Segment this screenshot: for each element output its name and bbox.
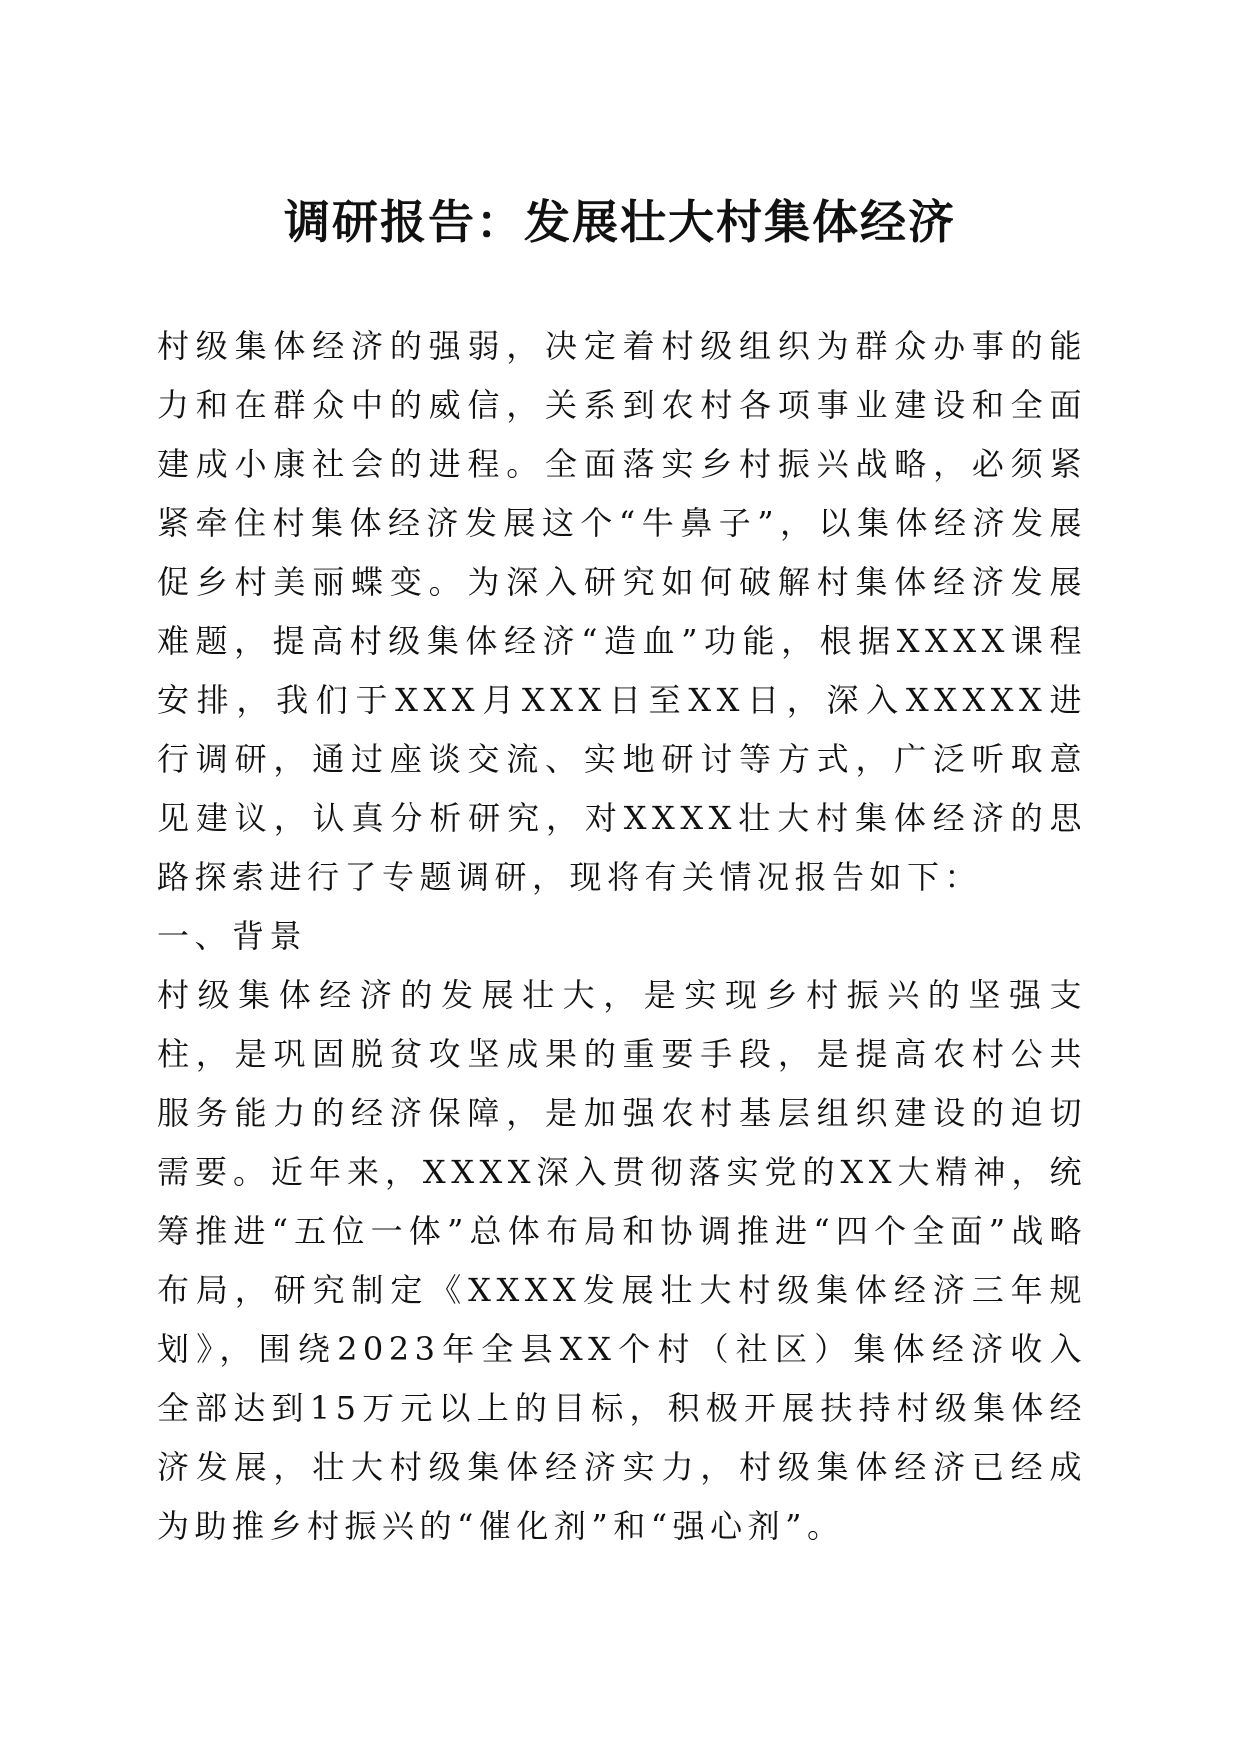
- document-body: [157, 317, 1087, 1556]
- intro-paragraph: 村级集体经济的强弱，决定着村级组织为群众办事的能力和在群众中的威信，关系到农村各项事业建设和全面建成小康社会的进程。全面落实乡村振兴战略，必须紧紧牵住村集体经济发展这个“牛鼻子”，以集体经济发展促乡村美丽蝶变。为深入研究如何破解村集体经济发展难题，提高村级集体经济“造血”功能，根据XXXX课程安排，我们于XXX月XXX日至XX日，深入XXXXX进行调研，通过座谈交流、实地研讨等方式，广泛听取意见建议，认真分析研究，对XXXX壮大村集体经济的思路探索进行了专题调研，现将有关情况报告如下：: [157, 327, 1087, 896]
- document-title: 调研报告：发展壮大村集体经济: [284, 195, 956, 249]
- section-heading-background: 一、背景: [157, 917, 308, 955]
- background-paragraph: 村级集体经济的发展壮大，是实现乡村振兴的坚强支柱，是巩固脱贫攻坚成果的重要手段，是提高农村公共服务能力的经济保障，是加强农村基层组织建设的迫切需要。近年来，XXXX深入贯彻落实党的XX大精神，统筹推进“五位一体”总体布局和协调推进“四个全面”战略布局，研究制定《XXXX发展壮大村级集体经济三年规划》，围绕2023年全县XX个村（社区）集体经济收入全部达到15万元以上的目标，积极开展扶持村级集体经济发展，壮大村级集体经济实力，村级集体经济已经成为助推乡村振兴的“催化剂”和“强心剂”。: [157, 976, 1087, 1545]
